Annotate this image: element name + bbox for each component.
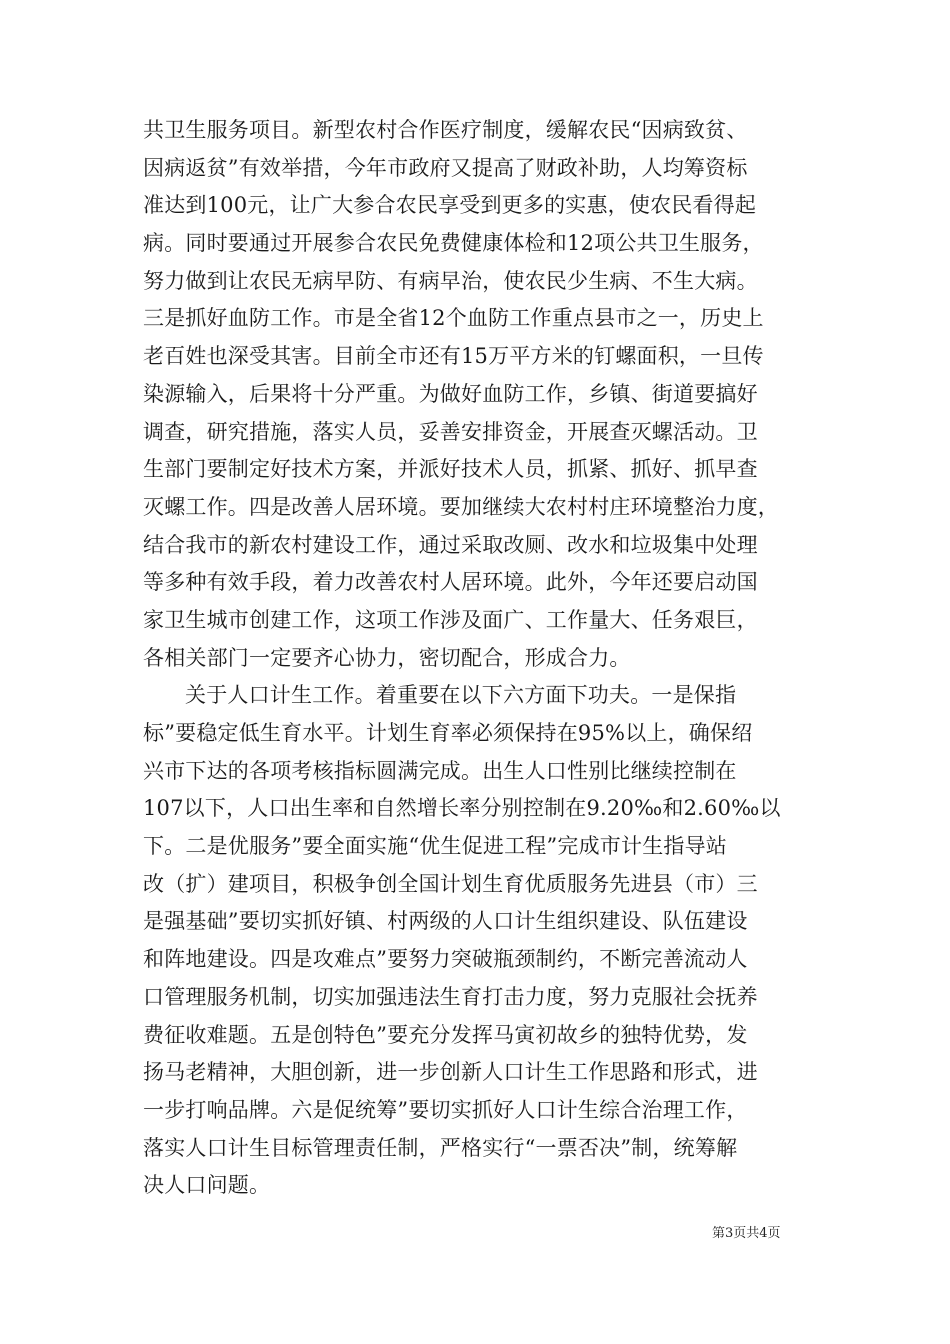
text-line: 灭螺工作。四是改善人居环境。要加继续大农村村庄环境整治力度， bbox=[143, 494, 779, 519]
paragraph-start-line: 关于人口计生工作。着重要在以下六方面下功夫。一是保指 bbox=[185, 683, 737, 708]
text-line: 一步打响品牌。六是促统筹”要切实抓好人口计生综合治理工作， bbox=[143, 1097, 748, 1122]
text-line: 口管理服务机制，切实加强违法生育打击力度，努力克服社会抚养 bbox=[143, 984, 758, 1009]
text-line: 调查，研究措施，落实人员，妥善安排资金，开展查灭螺活动。卫 bbox=[143, 419, 758, 444]
text-line: 决人口问题。 bbox=[143, 1173, 271, 1198]
text-line: 病。同时要通过开展参合农民免费健康体检和12项公共卫生服务， bbox=[143, 231, 764, 256]
text-line: 结合我市的新农村建设工作，通过采取改厕、改水和垃圾集中处理 bbox=[143, 532, 758, 557]
page-number-indicator: 第3页共4页 bbox=[712, 1226, 781, 1241]
body-text bbox=[143, 112, 823, 1205]
text-line: 费征收难题。五是创特色”要充分发挥马寅初故乡的独特优势，发 bbox=[143, 1022, 748, 1047]
text-line: 准达到100元，让广大参合农民享受到更多的实惠，使农民看得起 bbox=[143, 193, 757, 218]
text-line: 兴市下达的各项考核指标圆满完成。出生人口性别比继续控制在 bbox=[143, 758, 737, 783]
text-line: 扬马老精神，大胆创新，进一步创新人口计生工作思路和形式，进 bbox=[143, 1060, 758, 1085]
text-line: 共卫生服务项目。新型农村合作医疗制度，缓解农民“因病致贫、 bbox=[143, 118, 748, 142]
text-line: 标”要稳定低生育水平。计划生育率必须保持在95%以上，确保绍 bbox=[143, 721, 753, 745]
text-line: 改（扩）建项目，积极争创全国计划生育优质服务先进县（市）三 bbox=[143, 871, 758, 896]
text-line: 生部门要制定好技术方案，并派好技术人员，抓紧、抓好、抓早查 bbox=[143, 457, 758, 482]
text-line: 各相关部门一定要齐心协力，密切配合，形成合力。 bbox=[143, 645, 631, 670]
text-line: 家卫生城市创建工作，这项工作涉及面广、工作量大、任务艰巨， bbox=[143, 607, 758, 632]
text-line: 落实人口计生目标管理责任制，严格实行“一票否决”制，统筹解 bbox=[143, 1135, 738, 1160]
page-footer bbox=[0, 1224, 950, 1244]
text-line: 等多种有效手段，着力改善农村人居环境。此外，今年还要启动国 bbox=[143, 570, 758, 595]
text-line: 三是抓好血防工作。市是全省12个血防工作重点县市之一，历史上 bbox=[143, 306, 764, 331]
text-line: 努力做到让农民无病早防、有病早治，使农民少生病、不生大病。 bbox=[143, 268, 758, 293]
text-line: 染源输入，后果将十分严重。为做好血防工作，乡镇、街道要搞好 bbox=[143, 381, 758, 406]
text-line: 107以下，人口出生率和自然增长率分别控制在9.20‰和2.60‰以 bbox=[143, 796, 781, 821]
text-line: 是强基础”要切实抓好镇、村两级的人口计生组织建设、队伍建设 bbox=[143, 909, 748, 934]
text-line: 下。二是优服务”要全面实施“优生促进工程”完成市计生指导站 bbox=[143, 834, 728, 859]
text-line: 和阵地建设。四是攻难点”要努力突破瓶颈制约，不断完善流动人 bbox=[143, 947, 748, 972]
text-line: 因病返贫”有效举措，今年市政府又提高了财政补助，人均筹资标 bbox=[143, 155, 748, 180]
text-line: 老百姓也深受其害。目前全市还有15万平方米的钉螺面积，一旦传 bbox=[143, 344, 764, 369]
